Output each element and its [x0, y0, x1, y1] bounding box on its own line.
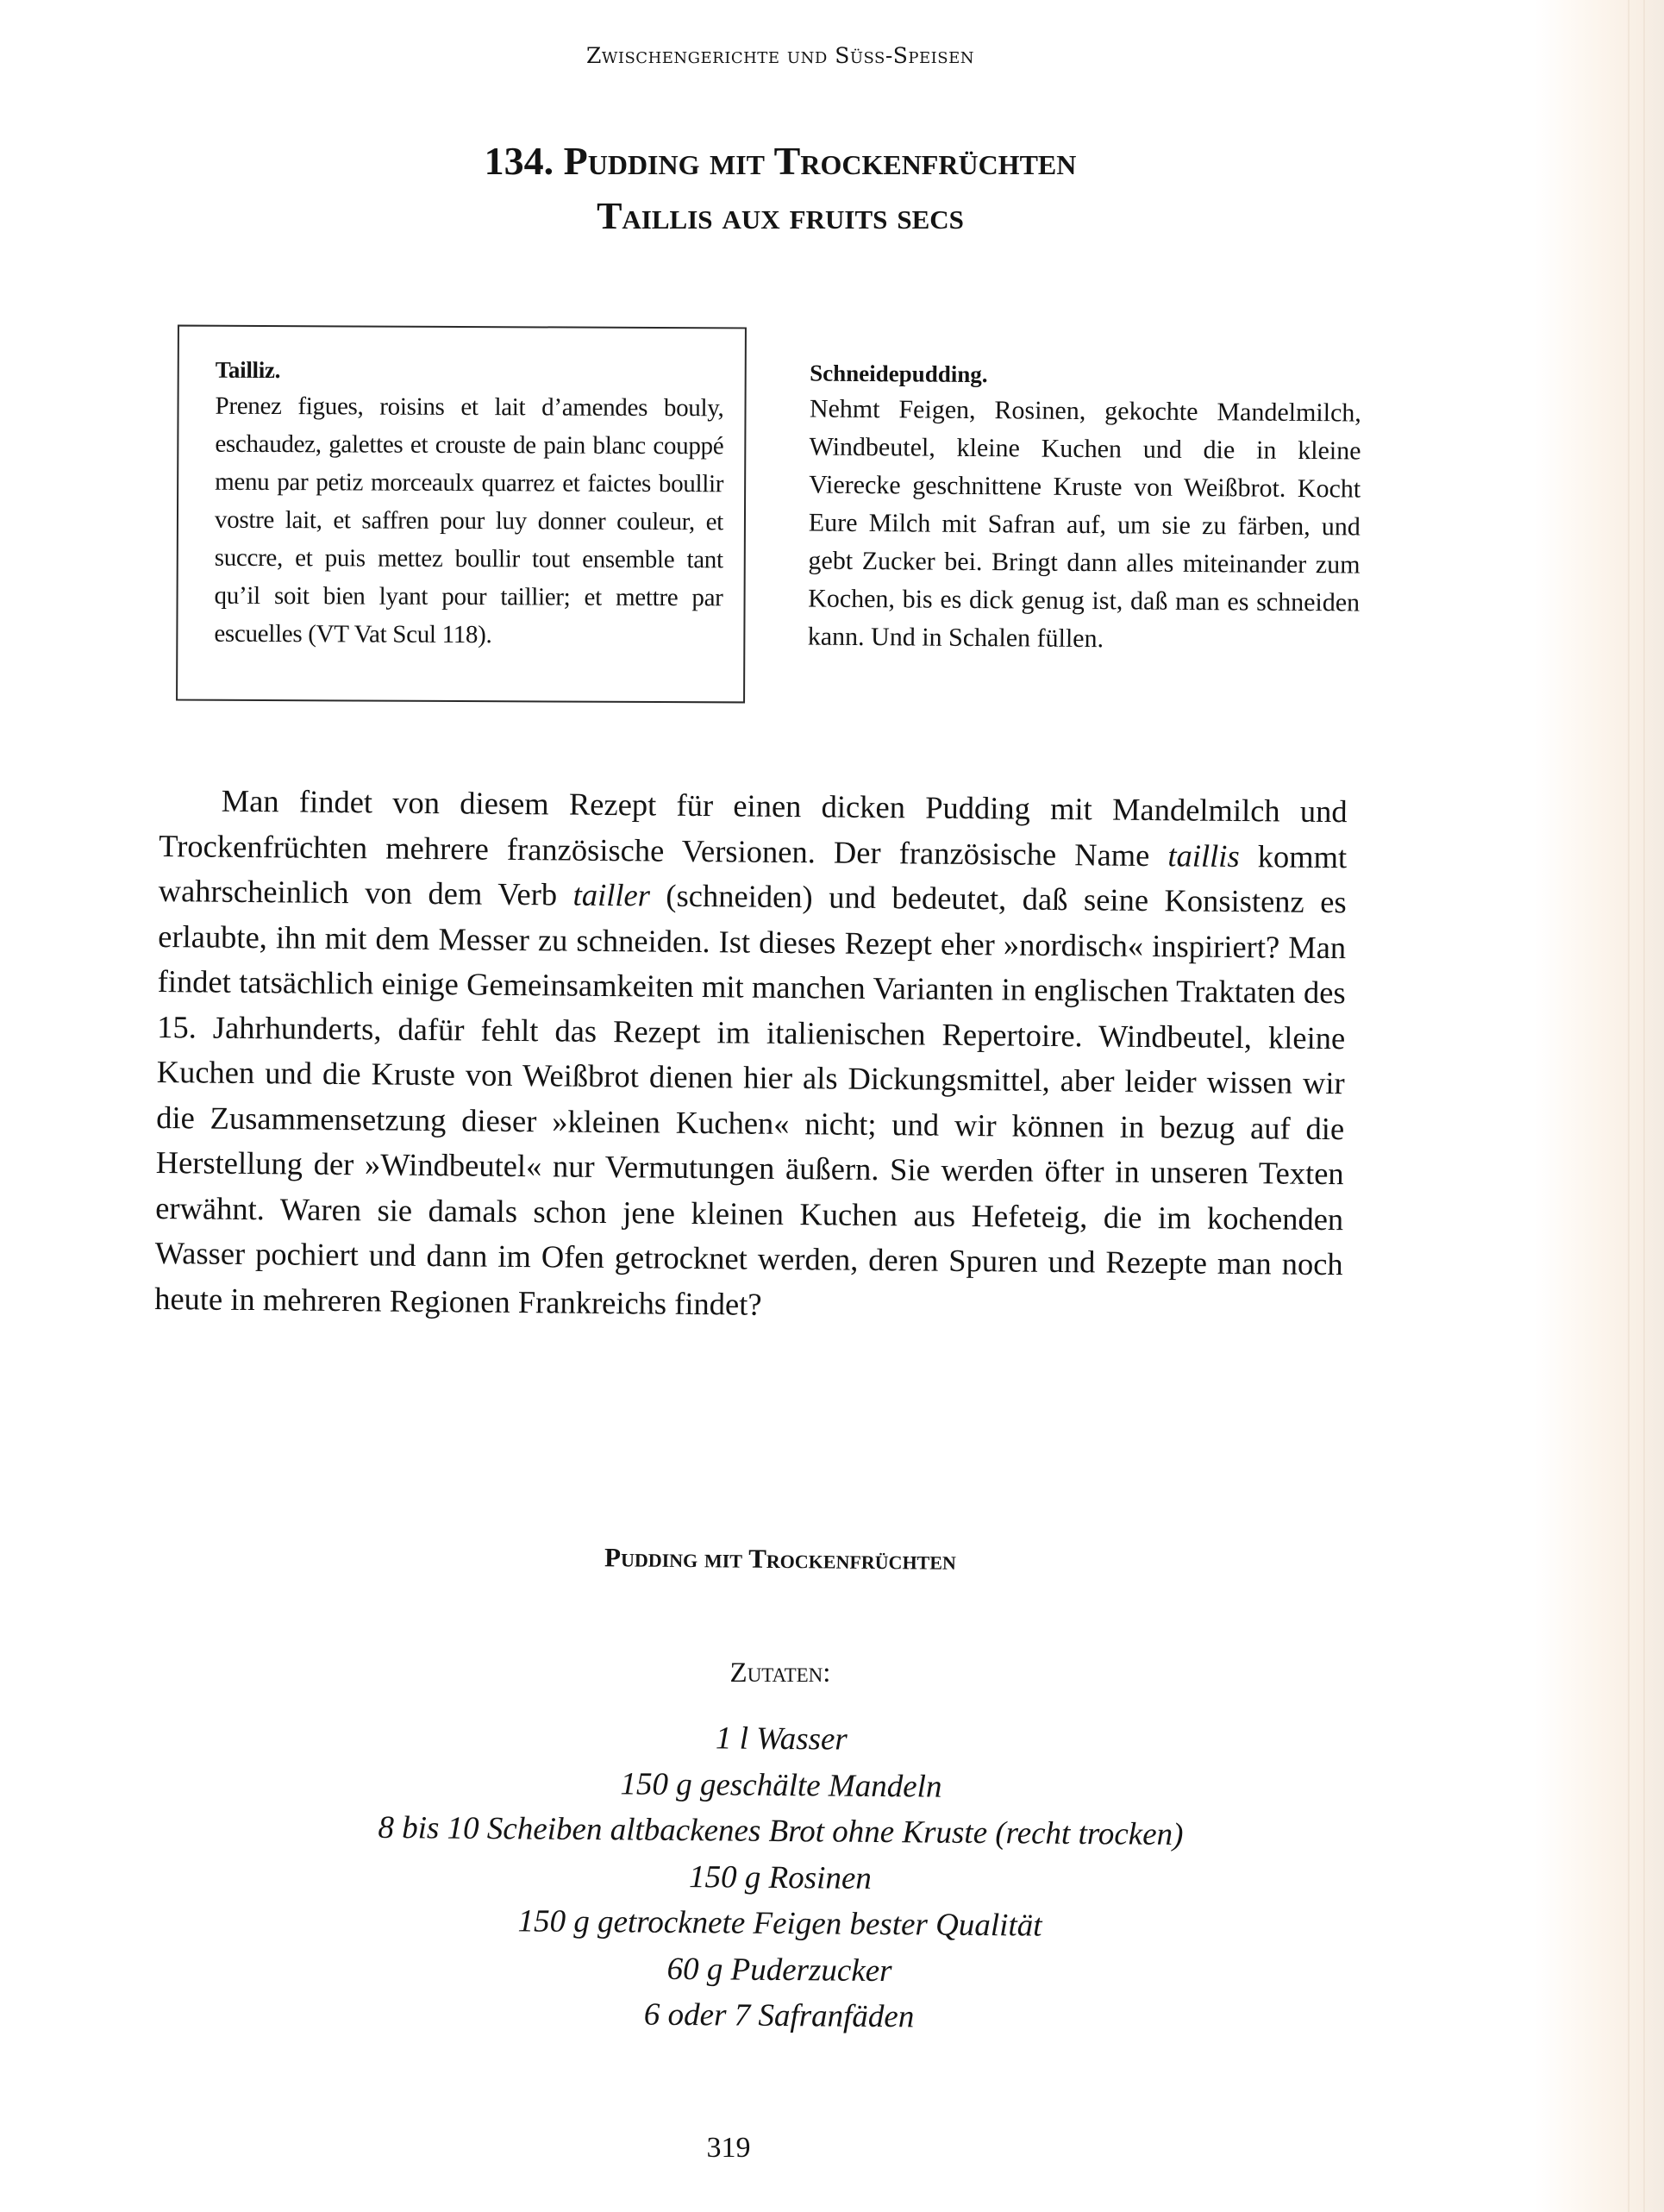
translation-heading: Schneidepudding.	[810, 360, 988, 388]
ingredients-label: Zutaten:	[729, 1657, 831, 1689]
commentary-italic-term: tailler	[572, 876, 651, 913]
commentary-text: kommt wahrscheinlich von dem Verb	[158, 837, 1348, 912]
recipe-section-heading: Pudding mit Trockenfrüchten	[604, 1542, 957, 1576]
page-edge-line	[1628, 0, 1630, 2212]
original-text-body: Prenez figues, roisins et lait d’amendes bouly, eschaudez, galettes et crouste de pain blanc couppé menu par petiz morceaulx quarrez et faictes boullir vostre lait, et saffren pour luy donner couleur, et succre, et puis mettez boullir tout ensemble tant qu’il soit bien lyant pour taillier; et mettre par escuelles (VT Vat Scul 118).	[214, 392, 724, 649]
commentary-paragraph	[154, 778, 1348, 1332]
ingredient-item: 150 g getrocknete Feigen bester Qualität	[517, 1903, 1042, 1944]
original-text-heading: Tailliz.	[215, 356, 281, 384]
commentary-text: (schneiden) und bedeutet, daß seine Konsistenz es erlaubte, ihn mit dem Messer zu schneiden. Ist dieses Rezept eher »nordisch« inspiriert? Man findet tatsächlich einige Gemeinsamkeiten mit manchen Varianten in englischen Traktaten des 15. Jahrhunderts, dafür fehlt das Rezept im italienischen Repertoire. Windbeutel, kleine Kuchen und die Kruste von Weißbrot dienen hier als Dickungsmittel, aber leider wissen wir die Zusammensetzung dieser »kleinen Kuchen« nicht; und wir können in bezug auf die Herstellung der »Windbeutel« nur Vermutungen äußern. Sie werden öfter in unseren Texten erwähnt. Waren sie damals schon jene kleinen Kuchen aus Hefeteig, die im kochenden Wasser pochiert und dann im Ofen getrocknet werden, deren Spuren und Rezepte man noch heute in mehreren Regionen Frankreichs findet?	[154, 877, 1347, 1322]
commentary-text: Man findet von diesem Rezept für einen dicken Pudding mit Mandelmilch und Trockenfrüchten mehrere französische Versionen. Der französische Name	[159, 782, 1348, 873]
translation-column	[808, 355, 1362, 660]
page-edge-line	[1643, 0, 1645, 2212]
original-text-box	[176, 325, 747, 704]
recipe-title: 134. Pudding mit Trockenfrüchten	[484, 139, 1077, 183]
running-header: Zwischengerichte und Süss-Speisen	[585, 43, 974, 68]
original-text-content	[214, 353, 724, 655]
commentary-italic-term: taillis	[1167, 837, 1240, 874]
ingredient-item: 150 g Rosinen	[688, 1858, 873, 1896]
ingredient-item: 60 g Puderzucker	[666, 1951, 892, 1989]
ingredient-item: 8 bis 10 Scheiben altbackenes Brot ohne Kruste (recht trocken)	[378, 1809, 1184, 1853]
page-number: 319	[706, 2132, 751, 2164]
recipe-subtitle-french: Taillis aux fruits secs	[597, 195, 964, 237]
translation-body: Nehmt Feigen, Rosinen, gekochte Mandelmilch, Windbeutel, kleine Kuchen und die in kleine Vierecke geschnittene Kruste von Weißbrot. Kocht Eure Milch mit Safran auf, um sie zu färben, und gebt Zucker bei. Bringt dann alles miteinander zum Kochen, bis es dick genug ist, daß man es schneiden kann. Und in Schalen füllen.	[807, 394, 1362, 654]
ingredient-item: 1 l Wasser	[715, 1720, 848, 1758]
ingredients-list	[0, 1709, 1562, 2046]
ingredient-item: 6 oder 7 Safranfäden	[643, 1996, 915, 2035]
ingredient-item: 150 g geschälte Mandeln	[620, 1765, 942, 1805]
